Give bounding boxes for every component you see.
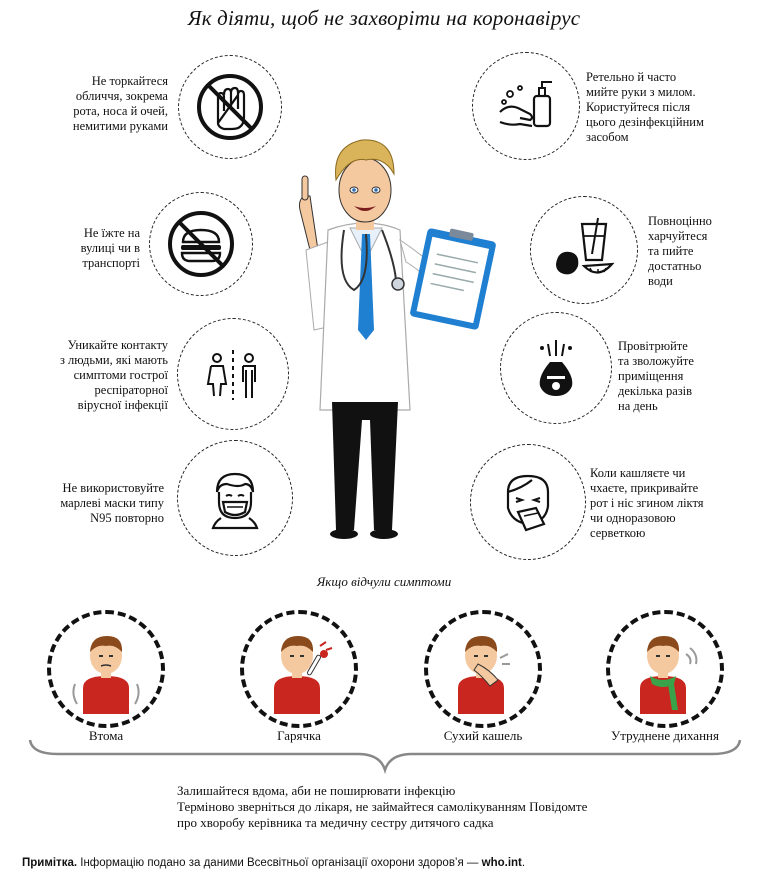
curly-brace bbox=[28, 738, 742, 774]
tip-avoid-contact: Уникайте контакту з людьми, які мають симптоми гострої респіраторної вірусної інфекції bbox=[59, 338, 168, 412]
food-drink-badge bbox=[530, 196, 638, 304]
hand-wash-icon bbox=[490, 70, 562, 142]
sneeze-tissue-icon bbox=[492, 466, 564, 538]
page-title: Як діяти, щоб не захворіти на коронавірус bbox=[187, 6, 581, 30]
source-note: Примітка. Інформацію подано за даними Всесвітньої організації охорони здоров’я — who.int. bbox=[22, 857, 526, 869]
fever-badge bbox=[240, 610, 358, 728]
doctor-illustration bbox=[270, 130, 500, 560]
tip-wash-hands: Ретельно й часто мийте руки з милом. Користуйтеся після цього дезінфекційним засобом bbox=[586, 70, 704, 144]
symptom-label: Втома bbox=[88, 728, 124, 743]
symptom-label: Гарячка bbox=[277, 728, 321, 743]
tip-no-reuse-masks: Не використовуйте марлеві маски типу N95 повторно bbox=[60, 481, 164, 525]
no-touch-face-badge bbox=[178, 55, 282, 159]
tip-no-touch-face: Не торкайтеся обличчя, зокрема рота, носа й очей, немитими руками bbox=[72, 74, 168, 133]
fatigue-badge bbox=[47, 610, 165, 728]
breathing-difficulty-badge bbox=[606, 610, 724, 728]
symptom-label: Утруднене дихання bbox=[611, 728, 719, 743]
humidifier-icon bbox=[520, 332, 592, 404]
dry-cough-badge bbox=[424, 610, 542, 728]
no-touch-face-icon bbox=[194, 71, 266, 143]
no-fast-food-icon bbox=[165, 208, 237, 280]
tip-eat-drink: Повноцінно харчуйтеся та пийте достатньо води bbox=[648, 214, 712, 288]
symptoms-heading: Якщо відчули симптоми bbox=[316, 574, 452, 589]
social-distance-icon bbox=[197, 338, 269, 410]
symptom-label: Сухий кашель bbox=[443, 728, 523, 743]
humidifier-badge bbox=[500, 312, 612, 424]
tip-ventilate: Провітрюйте та зволожуйте приміщення декілька разів на день bbox=[618, 339, 694, 413]
breathing-difficulty-icon bbox=[620, 624, 710, 714]
tip-cover-cough: Коли кашляєте чи чхаєте, прикривайте рот і ніс згином ліктя чи одноразовою серветкою bbox=[590, 466, 704, 540]
fever-icon bbox=[254, 624, 344, 714]
advice-block: Залишайтеся вдома, аби не поширювати інфекцію Терміново зверніться до лікаря, не займайтеся самолікуванням Повідомте про хворобу керівника та медичну сестру дитячого садка bbox=[177, 783, 588, 830]
dry-cough-icon bbox=[438, 624, 528, 714]
tip-no-street-food: Не їжте на вулиці чи в транспорті bbox=[80, 226, 140, 270]
fatigue-icon bbox=[61, 624, 151, 714]
no-fast-food-badge bbox=[149, 192, 253, 296]
food-drink-icon bbox=[548, 214, 620, 286]
face-mask-icon bbox=[199, 462, 271, 534]
